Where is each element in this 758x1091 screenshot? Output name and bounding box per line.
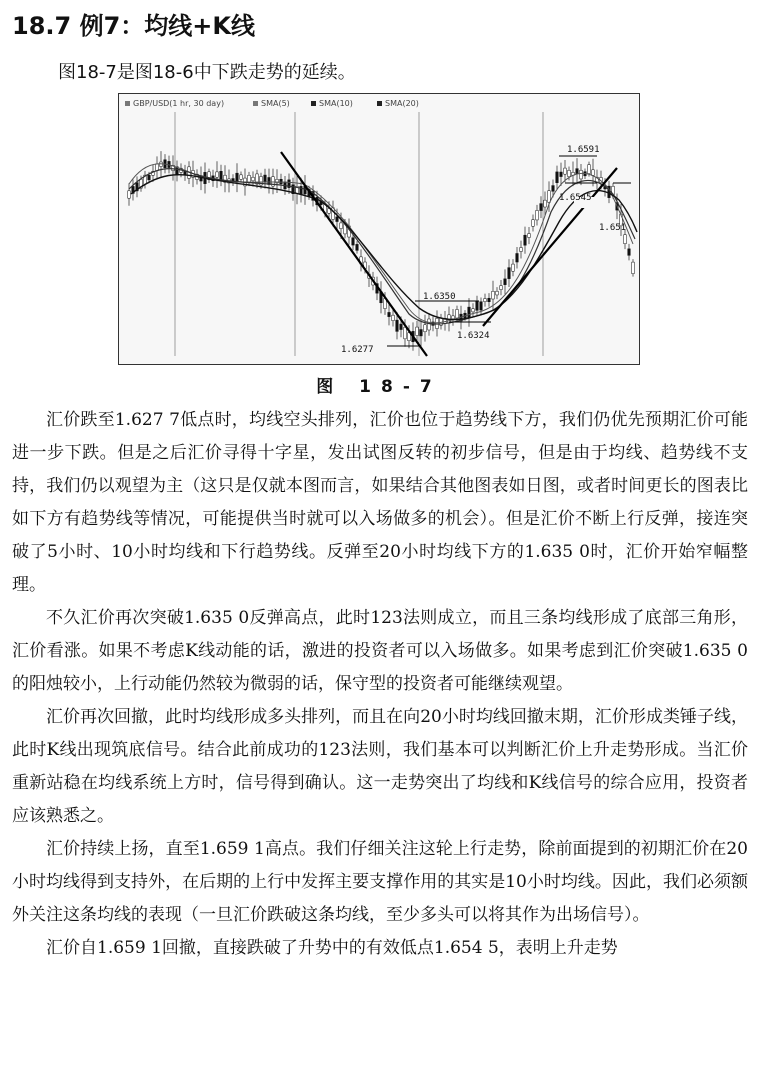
candle-body	[336, 217, 339, 222]
candle-body	[456, 309, 459, 318]
candle-body	[504, 279, 507, 285]
candle-body	[396, 320, 399, 331]
chart-legend	[125, 99, 419, 108]
candle-body	[556, 172, 559, 183]
candle-body	[252, 177, 255, 181]
candle-body	[420, 330, 423, 336]
candle-body	[236, 173, 239, 182]
downtrend-line	[281, 152, 427, 356]
candle-body	[576, 169, 579, 174]
candle-body	[564, 168, 567, 174]
candle-body	[428, 319, 431, 330]
candle-body	[484, 299, 487, 302]
candle-body	[156, 164, 159, 171]
candle-body	[400, 324, 403, 329]
legend-swatch	[311, 101, 316, 106]
label-high: 1.6591	[567, 145, 600, 155]
paragraph: 汇价自1.659 1回撤，直接跌破了升势中的有效低点1.654 5，表明上升走势	[46, 938, 618, 958]
candle-body	[416, 327, 419, 335]
candle-body	[452, 316, 455, 319]
candle-body	[264, 175, 267, 182]
label-low: 1.6277	[341, 345, 374, 355]
candle-body	[468, 307, 471, 318]
candle-body	[476, 302, 479, 311]
section-title: 18.7 例7：均线+K线	[12, 12, 255, 40]
legend-swatch	[377, 101, 382, 106]
candle-body	[516, 253, 519, 262]
candle-body	[240, 175, 243, 180]
candlestick-chart-figure	[118, 93, 640, 365]
candle-body	[588, 165, 591, 174]
candle-body	[492, 291, 495, 299]
candle-body	[340, 223, 343, 229]
intro-text: 图18-7是图18-6中下跌走势的延续。	[58, 62, 356, 83]
candle-body	[216, 172, 219, 177]
candle-body	[392, 315, 395, 320]
candlestick-chart	[119, 94, 639, 364]
candle-body	[592, 170, 595, 176]
figure-caption: 图 18-7	[316, 377, 442, 397]
candle-body	[480, 302, 483, 310]
legend-swatch	[125, 101, 130, 106]
candle-body	[552, 186, 555, 192]
candle-body	[560, 172, 563, 177]
label-support: 1.6545	[559, 193, 592, 203]
candle-body	[128, 191, 131, 198]
level-lines	[387, 156, 631, 346]
candle-body	[436, 318, 439, 328]
legend-swatch	[253, 101, 258, 106]
legend-item-price: GBP/USD(1 hr, 30 day)	[133, 99, 225, 108]
paragraph: 汇价跌至1.627 7低点时，均线空头排列，汇价也位于趋势线下方，我们仍优先预期汇价可能进一步下跌。但是之后汇价寻得十字星，发出试图反转的初步信号，但是由于均线、趋势线不支持，我们仍以观望为主（这只是仅就本图而言，如果结合其他图表如日图，或者时间更长的图表比如下方有趋势线等情况，可能提供当时就可以入场做多的机会）。但是汇价不断上行反弹，接连突破了5小时、10小时均线和下行趋势线。反弹至20小时均线下方的1.635 0时，汇价开始窄幅整理。	[12, 410, 748, 595]
candle-body	[532, 220, 535, 227]
label-pullback-low: 1.6324	[457, 331, 490, 341]
candle-body	[544, 200, 547, 207]
legend-item-sma10: SMA(10)	[319, 99, 353, 108]
paragraph: 不久汇价再次突破1.635 0反弹高点，此时123法则成立，而且三条均线形成了底部三角形，汇价看涨。如果不考虑K线动能的话，激进的投资者可以入场做多。如果考虑到汇价突破1.635 0的阳烛较小，上行动能仍然较为微弱的话，保守型的投资者可能继续观望。	[12, 608, 748, 694]
candle-body	[352, 238, 355, 245]
candle-body	[404, 327, 407, 339]
candle-body	[624, 235, 627, 244]
candle-body	[524, 235, 527, 245]
candle-body	[424, 325, 427, 332]
candle-body	[548, 191, 551, 203]
candle-body	[148, 175, 151, 180]
candle-body	[628, 249, 631, 255]
candles	[128, 151, 635, 351]
label-rebound: 1.6350	[423, 292, 456, 302]
candle-body	[632, 262, 635, 274]
candle-body	[356, 244, 359, 250]
paragraph: 汇价再次回撤，此时均线形成多头排列，而且在向20小时均线回撤末期，汇价形成类锤子线，此时K线出现筑底信号。结合此前成功的123法则，我们基本可以判断汇价上升走势形成。当汇价重新站稳在均线系统上方时，信号得到确认。这一走势突出了均线和K线信号的综合应用，投资者应该熟悉之。	[12, 707, 748, 826]
legend-item-sma5: SMA(5)	[261, 99, 290, 108]
candle-body	[496, 291, 499, 295]
body-text	[12, 404, 748, 965]
candle-body	[280, 179, 283, 184]
legend-item-sma20: SMA(20)	[385, 99, 419, 108]
candle-body	[540, 204, 543, 211]
candle-body	[508, 268, 511, 279]
candle-body	[528, 234, 531, 238]
paragraph: 汇价持续上扬，直至1.659 1高点。我们仔细关注这轮上行走势，除前面提到的初期汇价在20小时均线得到支持外，在后期的上行中发挥主要支撑作用的其实是10小时均线。因此，我们必须额外关注这条均线的表现（一旦汇价跌破这条均线，至少多头可以将其作为出场信号）。	[12, 839, 748, 925]
candle-body	[520, 248, 523, 252]
label-last: 1.651	[599, 223, 627, 233]
candle-body	[512, 264, 515, 271]
candle-body	[488, 298, 491, 302]
candle-body	[220, 171, 223, 179]
candle-body	[580, 170, 583, 179]
candle-body	[500, 286, 503, 290]
candle-body	[536, 210, 539, 220]
candle-body	[568, 170, 571, 176]
candle-body	[388, 312, 391, 316]
candle-body	[472, 309, 475, 312]
